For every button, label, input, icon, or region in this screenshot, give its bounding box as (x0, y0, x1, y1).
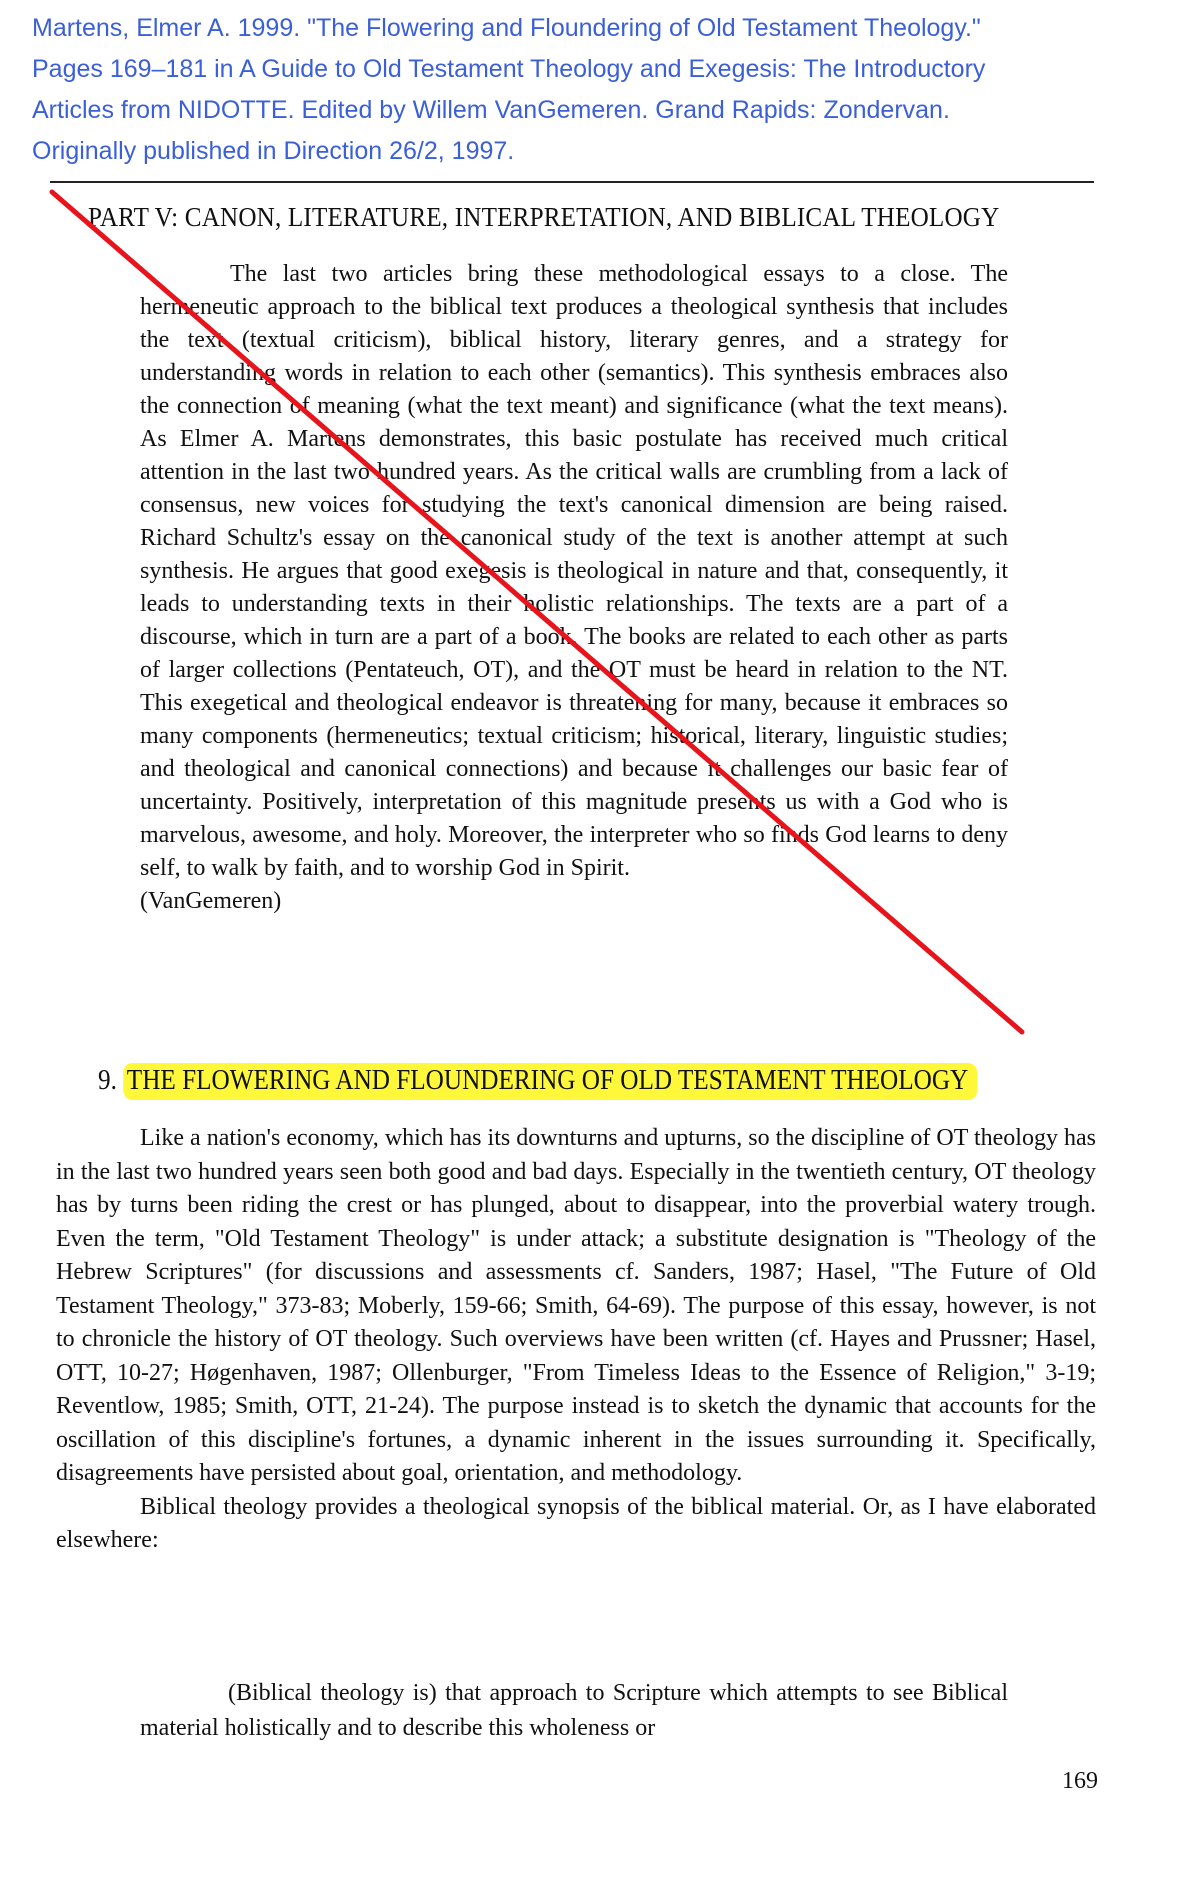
part-heading: PART V: CANON, LITERATURE, INTERPRETATION, AND BIBLICAL THEOLOGY (88, 202, 1000, 232)
citation-line: Martens, Elmer A. 1999. "The Flowering and Floundering of Old Testament Theology." (32, 14, 981, 42)
section-title-highlighted: THE FLOWERING AND FLOUNDERING OF OLD TESTAMENT THEOLOGY (123, 1063, 977, 1100)
body-paragraph: Like a nation's economy, which has its downturns and upturns, so the discipline of OT theology has in the last two hundred years seen both good and bad days. Especially in the twentieth century, OT theology has by turns been riding the crest or has plunged, about to disappear, into the proverbial watery trough. Even the term, "Old Testament Theology" is under attack; a substitute designation is "Theology of the Hebrew Scriptures" (for discussions and assessments cf. Sanders, 1987; Hasel, "The Future of Old Testament Theology," 373-83; Moberly, 159-66; Smith, 64-69). The purpose of this essay, however, is not to chronicle the history of OT theology. Such overviews have been written (cf. Hayes and Prussner; Hasel, OTT, 10-27; Høgenhaven, 1987; Ollenburger, "From Timeless Ideas to the Essence of Religion," 3-19; Reventlow, 1985; Smith, OTT, 21-24). The purpose instead is to sketch the dynamic that accounts for the oscillation of this discipline's fortunes, a dynamic inherent in the issues surrounding it. Specifically, disagreements have persisted about goal, orientation, and methodology. (56, 1125, 1096, 1486)
body-paragraph: Biblical theology provides a theological synopsis of the biblical material. Or, as I have elaborated elsewhere: (56, 1493, 1096, 1553)
page-number: 169 (1062, 1768, 1098, 1794)
red-strike-line (52, 192, 1022, 1032)
citation-line: Articles from NIDOTTE. Edited by Willem VanGemeren. Grand Rapids: Zondervan. (32, 96, 950, 124)
citation-line: Pages 169–181 in A Guide to Old Testament Theology and Exegesis: The Introductory (32, 55, 986, 83)
intro-paragraph: The last two articles bring these methodological essays to a close. The hermeneutic approach to the biblical text produces a theological synthesis that includes the text (textual criticism), biblical history, literary genres, and a strategy for understanding words in relation to each other (semantics). This synthesis embraces also the connection of meaning (what the text meant) and significance (what the text means). As Elmer A. Martens demonstrates, this basic postulate has received much critical attention in the last two hundred years. As the critical walls are crumbling from a lack of consensus, new voices for studying the text's canonical dimension are being raised. Richard Schultz's essay on the canonical study of the text is another attempt at such synthesis. He argues that good exegesis is theological in nature and that, consequently, it leads to understanding texts in their holistic relationships. The texts are a part of a discourse, which in turn are a part of a book. The books are related to each other as parts of larger collections (Pentateuch, OT), and the OT must be heard in relation to the NT. This exegetical and theological endeavor is threatening for many, because it embraces so many components (hermeneutics; textual criticism; historical, literary, linguistic studies; and theological and canonical connections) and because it challenges our basic fear of uncertainty. Positively, interpretation of this magnitude presents us with a God who is marvelous, awesome, and holy. Moreover, the interpreter who so finds God learns to deny self, to walk by faith, and to worship God in Spirit. (140, 261, 1008, 881)
section-number: 9. (98, 1065, 117, 1096)
quote-text: (Biblical theology is) that approach to Scripture which attempts to see Biblical material holistically and to describe this wholeness or (140, 1680, 1008, 1741)
intro-signature: (VanGemeren) (140, 888, 282, 914)
citation-line: Originally published in Direction 26/2, 1997. (32, 137, 515, 165)
